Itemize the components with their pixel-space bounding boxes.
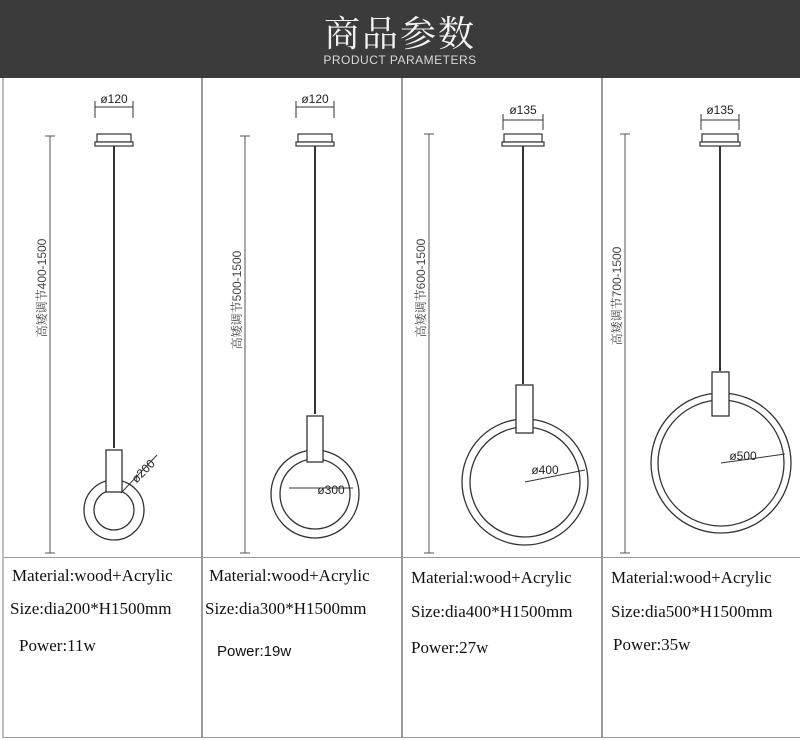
wood-block <box>106 450 122 492</box>
page-title: 商品参数 <box>323 14 476 55</box>
divider <box>203 557 401 558</box>
canopy-dimension-label: ø120 <box>301 92 329 106</box>
ring-outer <box>271 450 359 538</box>
ring-dimension-label: ø300 <box>317 483 345 497</box>
product-panel-3 <box>402 78 602 738</box>
power-text: Power:11w <box>19 636 96 655</box>
ring-dimension-label: ø400 <box>531 463 559 477</box>
height-range-label: 高矮调节600-1500 <box>414 238 428 338</box>
power-text: Power:35w <box>613 635 691 654</box>
canopy-dimension-label: ø135 <box>509 103 537 117</box>
divider <box>403 557 601 558</box>
lamp-drawing-2 <box>203 78 403 556</box>
product-panel-1 <box>2 78 202 738</box>
lamp-drawing-4 <box>603 78 800 556</box>
material-text: Material:wood+Acrylic <box>411 568 572 587</box>
height-range-label: 高矮调节400-1500 <box>35 238 49 338</box>
height-range-label: 高矮调节700-1500 <box>610 246 624 346</box>
product-panel-2 <box>202 78 402 738</box>
canopy-dimension-label: ø135 <box>706 103 734 117</box>
material-text: Material:wood+Acrylic <box>209 566 370 585</box>
height-range-label: 高矮调节500-1500 <box>230 250 244 350</box>
lamp-drawing-1 <box>4 78 204 556</box>
product-panel-4 <box>602 78 800 738</box>
material-text: Material:wood+Acrylic <box>12 566 173 585</box>
wood-block <box>516 385 533 433</box>
wood-block <box>307 416 323 462</box>
header-banner <box>0 0 800 78</box>
canopy-dimension-label: ø120 <box>100 92 128 106</box>
power-text: Power:27w <box>411 638 489 657</box>
lamp-drawing-3 <box>403 78 603 556</box>
wood-block <box>712 372 729 416</box>
canopy-icon <box>504 134 542 142</box>
divider <box>4 557 201 558</box>
size-text: Size:dia200*H1500mm <box>10 599 172 618</box>
canopy-icon <box>298 134 332 142</box>
ring-inner <box>94 490 134 530</box>
power-text: Power:19w <box>217 643 292 660</box>
size-text: Size:dia300*H1500mm <box>205 599 367 618</box>
material-text: Material:wood+Acrylic <box>611 568 772 587</box>
ring-dimension-label: ø200 <box>128 456 158 486</box>
canopy-icon <box>702 134 738 142</box>
size-text: Size:dia400*H1500mm <box>411 602 573 621</box>
ring-dimension-label: ø500 <box>729 449 757 463</box>
size-text: Size:dia500*H1500mm <box>611 602 773 621</box>
page-subtitle: PRODUCT PARAMETERS <box>323 53 477 67</box>
canopy-icon <box>97 134 131 142</box>
divider <box>603 557 800 558</box>
